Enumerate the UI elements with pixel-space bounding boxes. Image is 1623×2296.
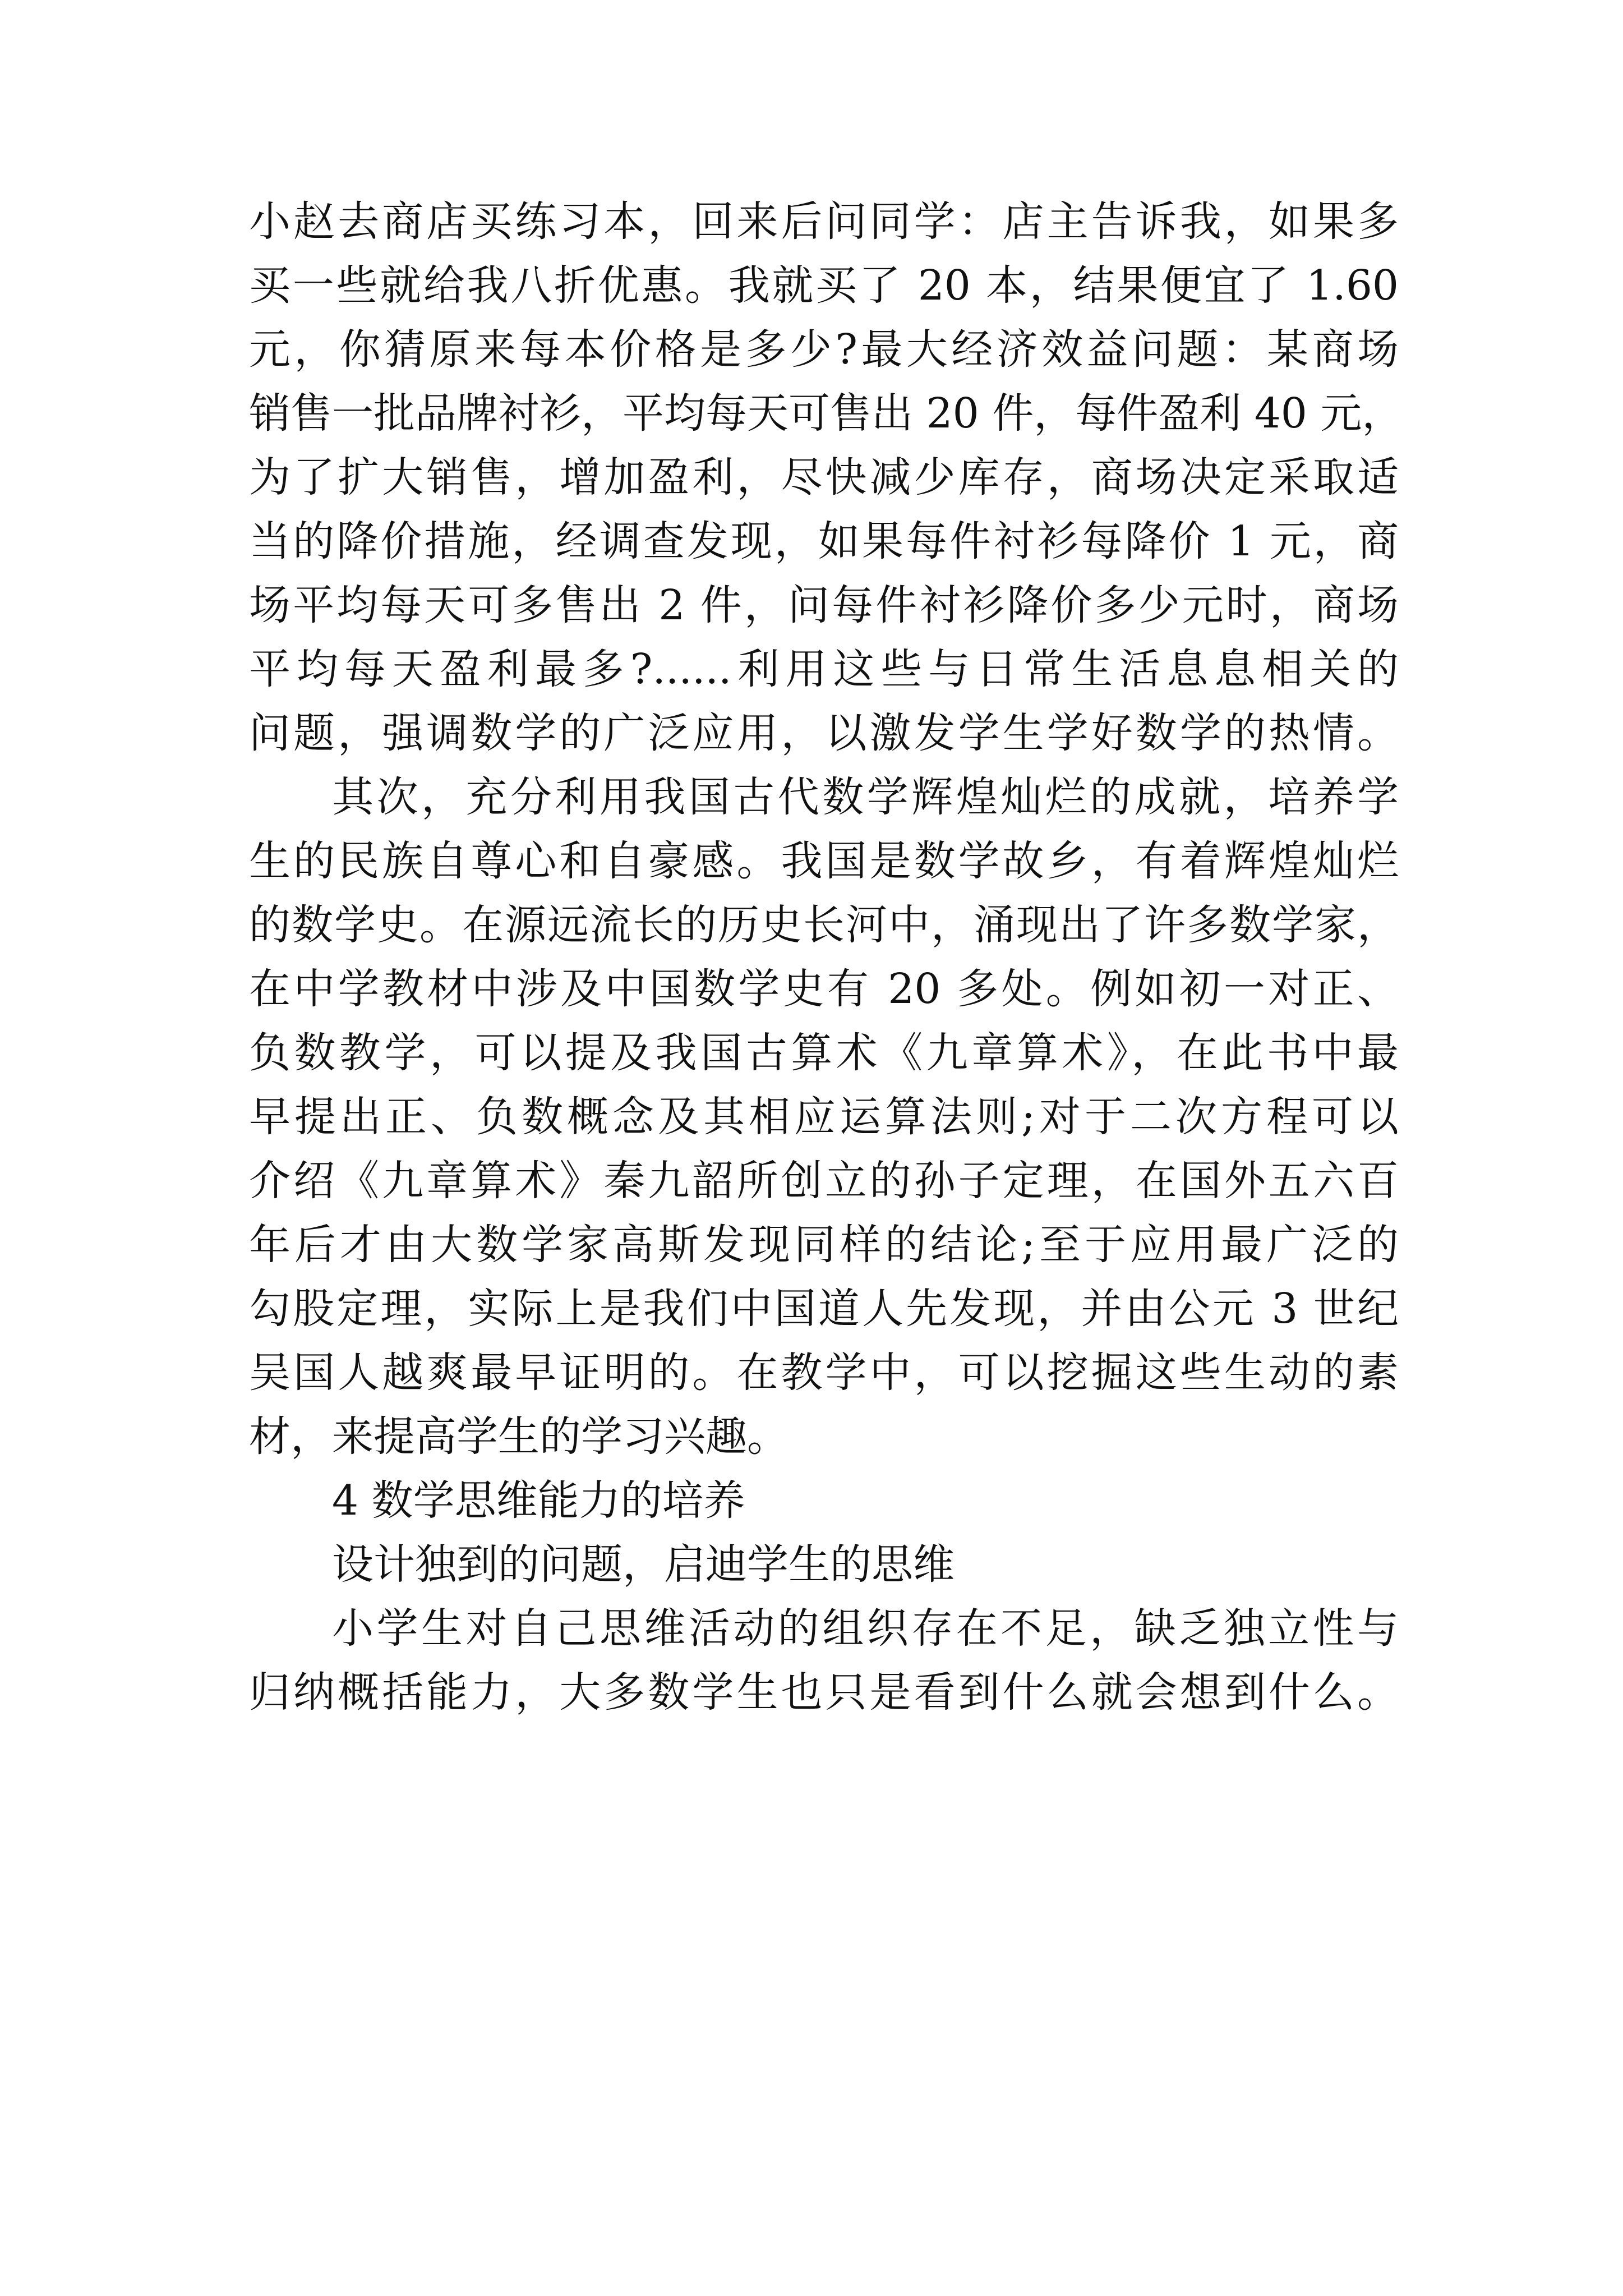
text-line: 归纳概括能力，大多数学生也只是看到什么就会想到什么。 bbox=[249, 1668, 1399, 1717]
text-line: 在中学教材中涉及中国数学史有 20 多处。例如初一对正、 bbox=[249, 965, 1399, 1013]
section-heading: 4 数学思维能力的培养 bbox=[332, 1476, 745, 1525]
text-line: 材，来提高学生的学习兴趣。 bbox=[249, 1412, 789, 1461]
document-body bbox=[249, 190, 1404, 1724]
text-line: 年后才由大数学家高斯发现同样的结论;至于应用最广泛的 bbox=[249, 1221, 1399, 1269]
text-line: 负数教学，可以提及我国古算术《九章算术》，在此书中最 bbox=[249, 1029, 1399, 1077]
text-line: 场平均每天可多售出 2 件，问每件衬衫降价多少元时，商场 bbox=[249, 581, 1399, 629]
text-line: 小赵去商店买练习本，回来后问同学：店主告诉我，如果多 bbox=[249, 197, 1399, 246]
text-line: 勾股定理，实际上是我们中国道人先发现，并由公元 3 世纪 bbox=[249, 1285, 1399, 1333]
text-line: 吴国人越爽最早证明的。在教学中，可以挖掘这些生动的素 bbox=[249, 1349, 1399, 1397]
text-line: 的数学史。在源远流长的历史长河中，涌现出了许多数学家， bbox=[249, 901, 1399, 949]
subsection-heading: 设计独到的问题，启迪学生的思维 bbox=[332, 1540, 955, 1589]
text-line: 生的民族自尊心和自豪感。我国是数学故乡，有着辉煌灿烂 bbox=[249, 837, 1399, 885]
text-line: 元，你猜原来每本价格是多少?最大经济效益问题：某商场 bbox=[249, 325, 1399, 374]
text-line: 为了扩大销售，增加盈利，尽快减少库存，商场决定采取适 bbox=[249, 453, 1399, 501]
paragraph-start-line: 其次，充分利用我国古代数学辉煌灿烂的成就，培养学 bbox=[332, 773, 1399, 821]
text-line: 平均每天盈利最多?......利用这些与日常生活息息相关的 bbox=[249, 645, 1399, 693]
text-line: 问题，强调数学的广泛应用，以激发学生学好数学的热情。 bbox=[249, 709, 1399, 757]
text-line: 销售一批品牌衬衫，平均每天可售出 20 件，每件盈利 40 元， bbox=[249, 389, 1404, 438]
text-line: 当的降价措施，经调查发现，如果每件衬衫每降价 1 元，商 bbox=[249, 517, 1399, 565]
text-line: 买一些就给我八折优惠。我就买了 20 本，结果便宜了 1.60 bbox=[249, 261, 1399, 310]
text-line: 介绍《九章算术》秦九韶所创立的孙子定理，在国外五六百 bbox=[249, 1157, 1399, 1205]
text-line: 早提出正、负数概念及其相应运算法则;对于二次方程可以 bbox=[249, 1093, 1399, 1141]
paragraph-start-line: 小学生对自己思维活动的组织存在不足，缺乏独立性与 bbox=[332, 1604, 1399, 1653]
